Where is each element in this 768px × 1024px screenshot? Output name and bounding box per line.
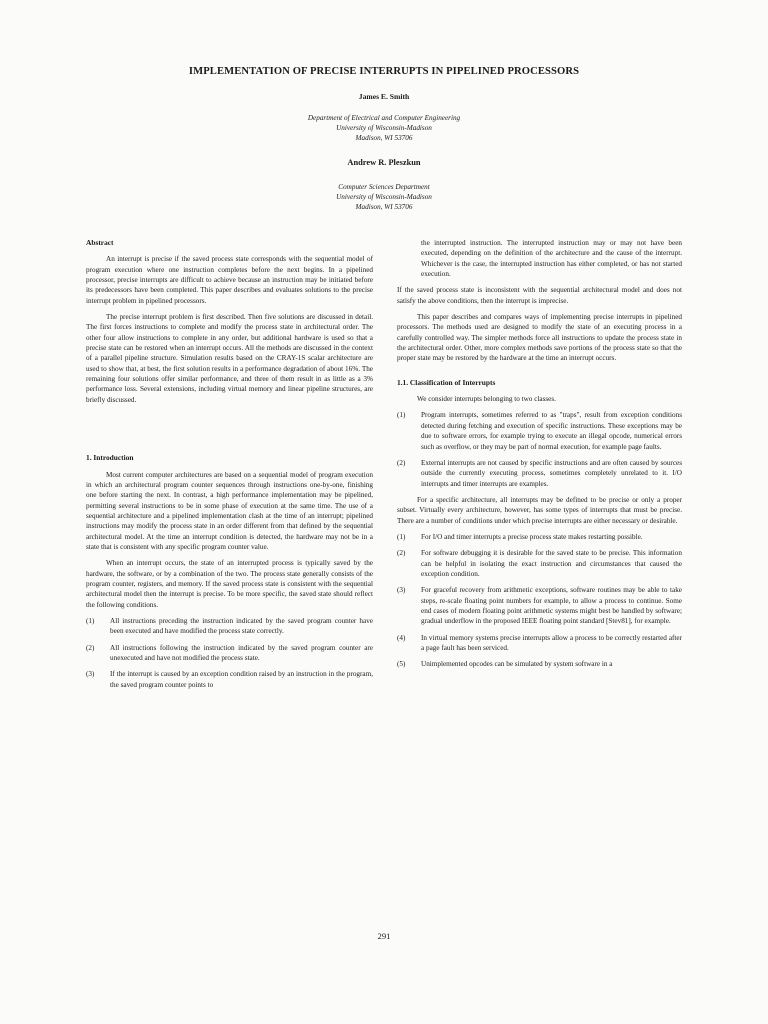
affiliation-line: Department of Electrical and Computer Engineering: [307, 114, 461, 122]
right-column: [397, 238, 682, 670]
list-text: If the interrupt is caused by an exception condition raised by an instruction in the program, the saved program counter points to: [110, 670, 373, 689]
author-name: James E. Smith: [358, 92, 410, 101]
affiliation-line: University of Wisconsin-Madison: [336, 193, 432, 201]
author-affiliation: [0, 182, 768, 212]
section-heading: 1. Introduction: [86, 453, 134, 463]
abstract-paragraph: An interrupt is precise if the saved process state corresponds with the sequential model of program execution where one instruction completes before the next begins. In a pipelined processor, precise interrupts are difficult to achieve because an instruction may be initiated before its predecessors have been completed. This paper describes and evaluates solutions to the precise interrupt problem in pipelined processors.: [86, 255, 373, 305]
author-affiliation: [0, 113, 768, 143]
list-text: All instructions following the instruction indicated by the saved program counter are unexecuted and have not modified the process state.: [110, 643, 373, 662]
affiliation-line: Madison, WI 53706: [355, 134, 413, 142]
left-column: [86, 238, 373, 690]
abstract-paragraph: The precise interrupt problem is first described. Then five solutions are discussed in detail. The first forces instructions to complete and modify the process state in architectural order. The other four allow instructions to complete in any order, but additional hardware is used so that a precise state can be restored when an interrupt occurs. All the methods are discussed in the context of a parallel pipeline structure. Simulation results based on the CRAY-1S scalar architecture are used to show that, at best, the first solution results in a performance degradation of about 16%. The remaining four solutions offer similar performance, and three of them result in as little as a 3% performance loss. Several extensions, including virtual memory and linear pipeline structures, are briefly discussed.: [86, 313, 373, 404]
list-item: [397, 458, 682, 489]
body-paragraph: If the saved process state is inconsistent with the sequential architectural model and does not satisfy the above conditions, then the interrupt is imprecise.: [397, 286, 682, 305]
body-paragraph: When an interrupt occurs, the state of an interrupted process is typically saved by the hardware, the software, or by a combination of the two. The process state generally consists of the program counter, registers, and memory. If the saved process state is consistent with the sequential architectural model then the interrupt is precise. To be more specific, the saved state should reflect the following conditions.: [86, 559, 373, 609]
list-text: For graceful recovery from arithmetic exceptions, software routines may be able to take steps, re-scale floating point numbers for example, to allow a process to continue. Some end cases of modern floating point arithmetic systems might best be handled by software; gradual underflow in the proposed IEEE floating point standard [Stev81], for example.: [421, 586, 682, 626]
list-text: Unimplemented opcodes can be simulated by system software in a: [421, 660, 613, 669]
list-item: [86, 669, 373, 690]
list-text: For software debugging it is desirable for the saved state to be precise. This information can be helpful in isolating the exact instruction and circumstances that caused the exception condition.: [421, 549, 682, 578]
list-text: All instructions preceding the instruction indicated by the saved program counter have been executed and have modified the process state correctly.: [110, 616, 373, 636]
list-item: [397, 410, 682, 451]
list-item: [397, 659, 682, 669]
list-number: (4): [397, 633, 406, 642]
list-text: External interrupts are not caused by specific instructions and are often caused by sources outside the currently executing process, sometimes completely unrelated to it. I/O interrupts and timer interrupts are examples.: [421, 458, 682, 488]
list-item: [397, 585, 682, 626]
list-text: For I/O and timer interrupts a precise process state makes restarting possible.: [421, 532, 643, 541]
list-number: (3): [397, 586, 406, 595]
list-text: Program interrupts, sometimes referred to as "traps", result from exception conditions detected during fetching and execution of specific instructions. These exceptions may be due to software errors, for example trying to execute an illegal opcode, numerical errors such as overflow, or they may be part of normal execution, for example page faults.: [421, 411, 682, 451]
affiliation-line: Computer Sciences Department: [338, 183, 430, 191]
list-item: [86, 616, 373, 637]
list-item: [397, 548, 682, 579]
list-item: [86, 643, 373, 664]
body-paragraph: We consider interrupts belonging to two classes.: [417, 395, 556, 404]
list-item: [397, 532, 682, 542]
list-number: (1): [86, 616, 95, 625]
abstract-heading: Abstract: [86, 238, 114, 247]
body-paragraph: Most current computer architectures are based on a sequential model of program execution in which an architectural program counter sequences through instructions one-by-one, finishing one before starting the next. In contrast, a high performance implementation may be pipelined, permitting several instructions to be in some phase of execution at the same time. The use of a sequential architecture and a pipelined implementation clash at the time of an interrupt; pipelined instructions may modify the process state in an order different from that defined by the sequential architectural model. At the time an interrupt condition is detected, the hardware may not be in a state that is consistent with any specific program counter value.: [86, 470, 373, 551]
affiliation-line: Madison, WI 53706: [355, 203, 413, 211]
affiliation-line: University of Wisconsin-Madison: [336, 124, 432, 132]
body-paragraph: For a specific architecture, all interrupts may be defined to be precise or only a proper subset. Virtually every architecture, however, has some types of interrupts that must be precise. There are a number of conditions under which precise interrupts are either necessary or desirable.: [397, 495, 682, 525]
list-number: (3): [86, 670, 95, 679]
list-item: [397, 633, 682, 654]
list-number: (2): [397, 549, 406, 558]
list-text: In virtual memory systems precise interrupts allow a process to be correctly restarted after a page fault has been serviced.: [421, 633, 682, 652]
list-number: (1): [397, 532, 406, 541]
subsection-heading: 1.1. Classification of Interrupts: [397, 377, 496, 387]
list-number: (2): [397, 458, 406, 467]
author-name: Andrew R. Pleszkun: [347, 158, 421, 167]
body-paragraph: This paper describes and compares ways of implementing precise interrupts in pipelined processors. The methods used are designed to modify the state of an executing process in a carefully controlled way. The simpler methods force all instructions to update the process state in the architectural order. Other, more complex methods save portions of the process state so that the proper state may be restored by the hardware at the time an interrupt occurs.: [397, 313, 682, 363]
list-number: (5): [397, 660, 406, 669]
list-item-continued: [397, 238, 682, 279]
list-text: the interrupted instruction. The interrupted instruction may or may not have been executed, depending on the definition of the architecture and the cause of the interrupt. Whichever is the case, the interrupted instruction has either completed, or has not started execution.: [421, 239, 682, 279]
list-number: (1): [397, 411, 406, 420]
page-number: 291: [377, 931, 391, 941]
list-number: (2): [86, 643, 95, 652]
paper-title: IMPLEMENTATION OF PRECISE INTERRUPTS IN PIPELINED PROCESSORS: [188, 66, 580, 77]
